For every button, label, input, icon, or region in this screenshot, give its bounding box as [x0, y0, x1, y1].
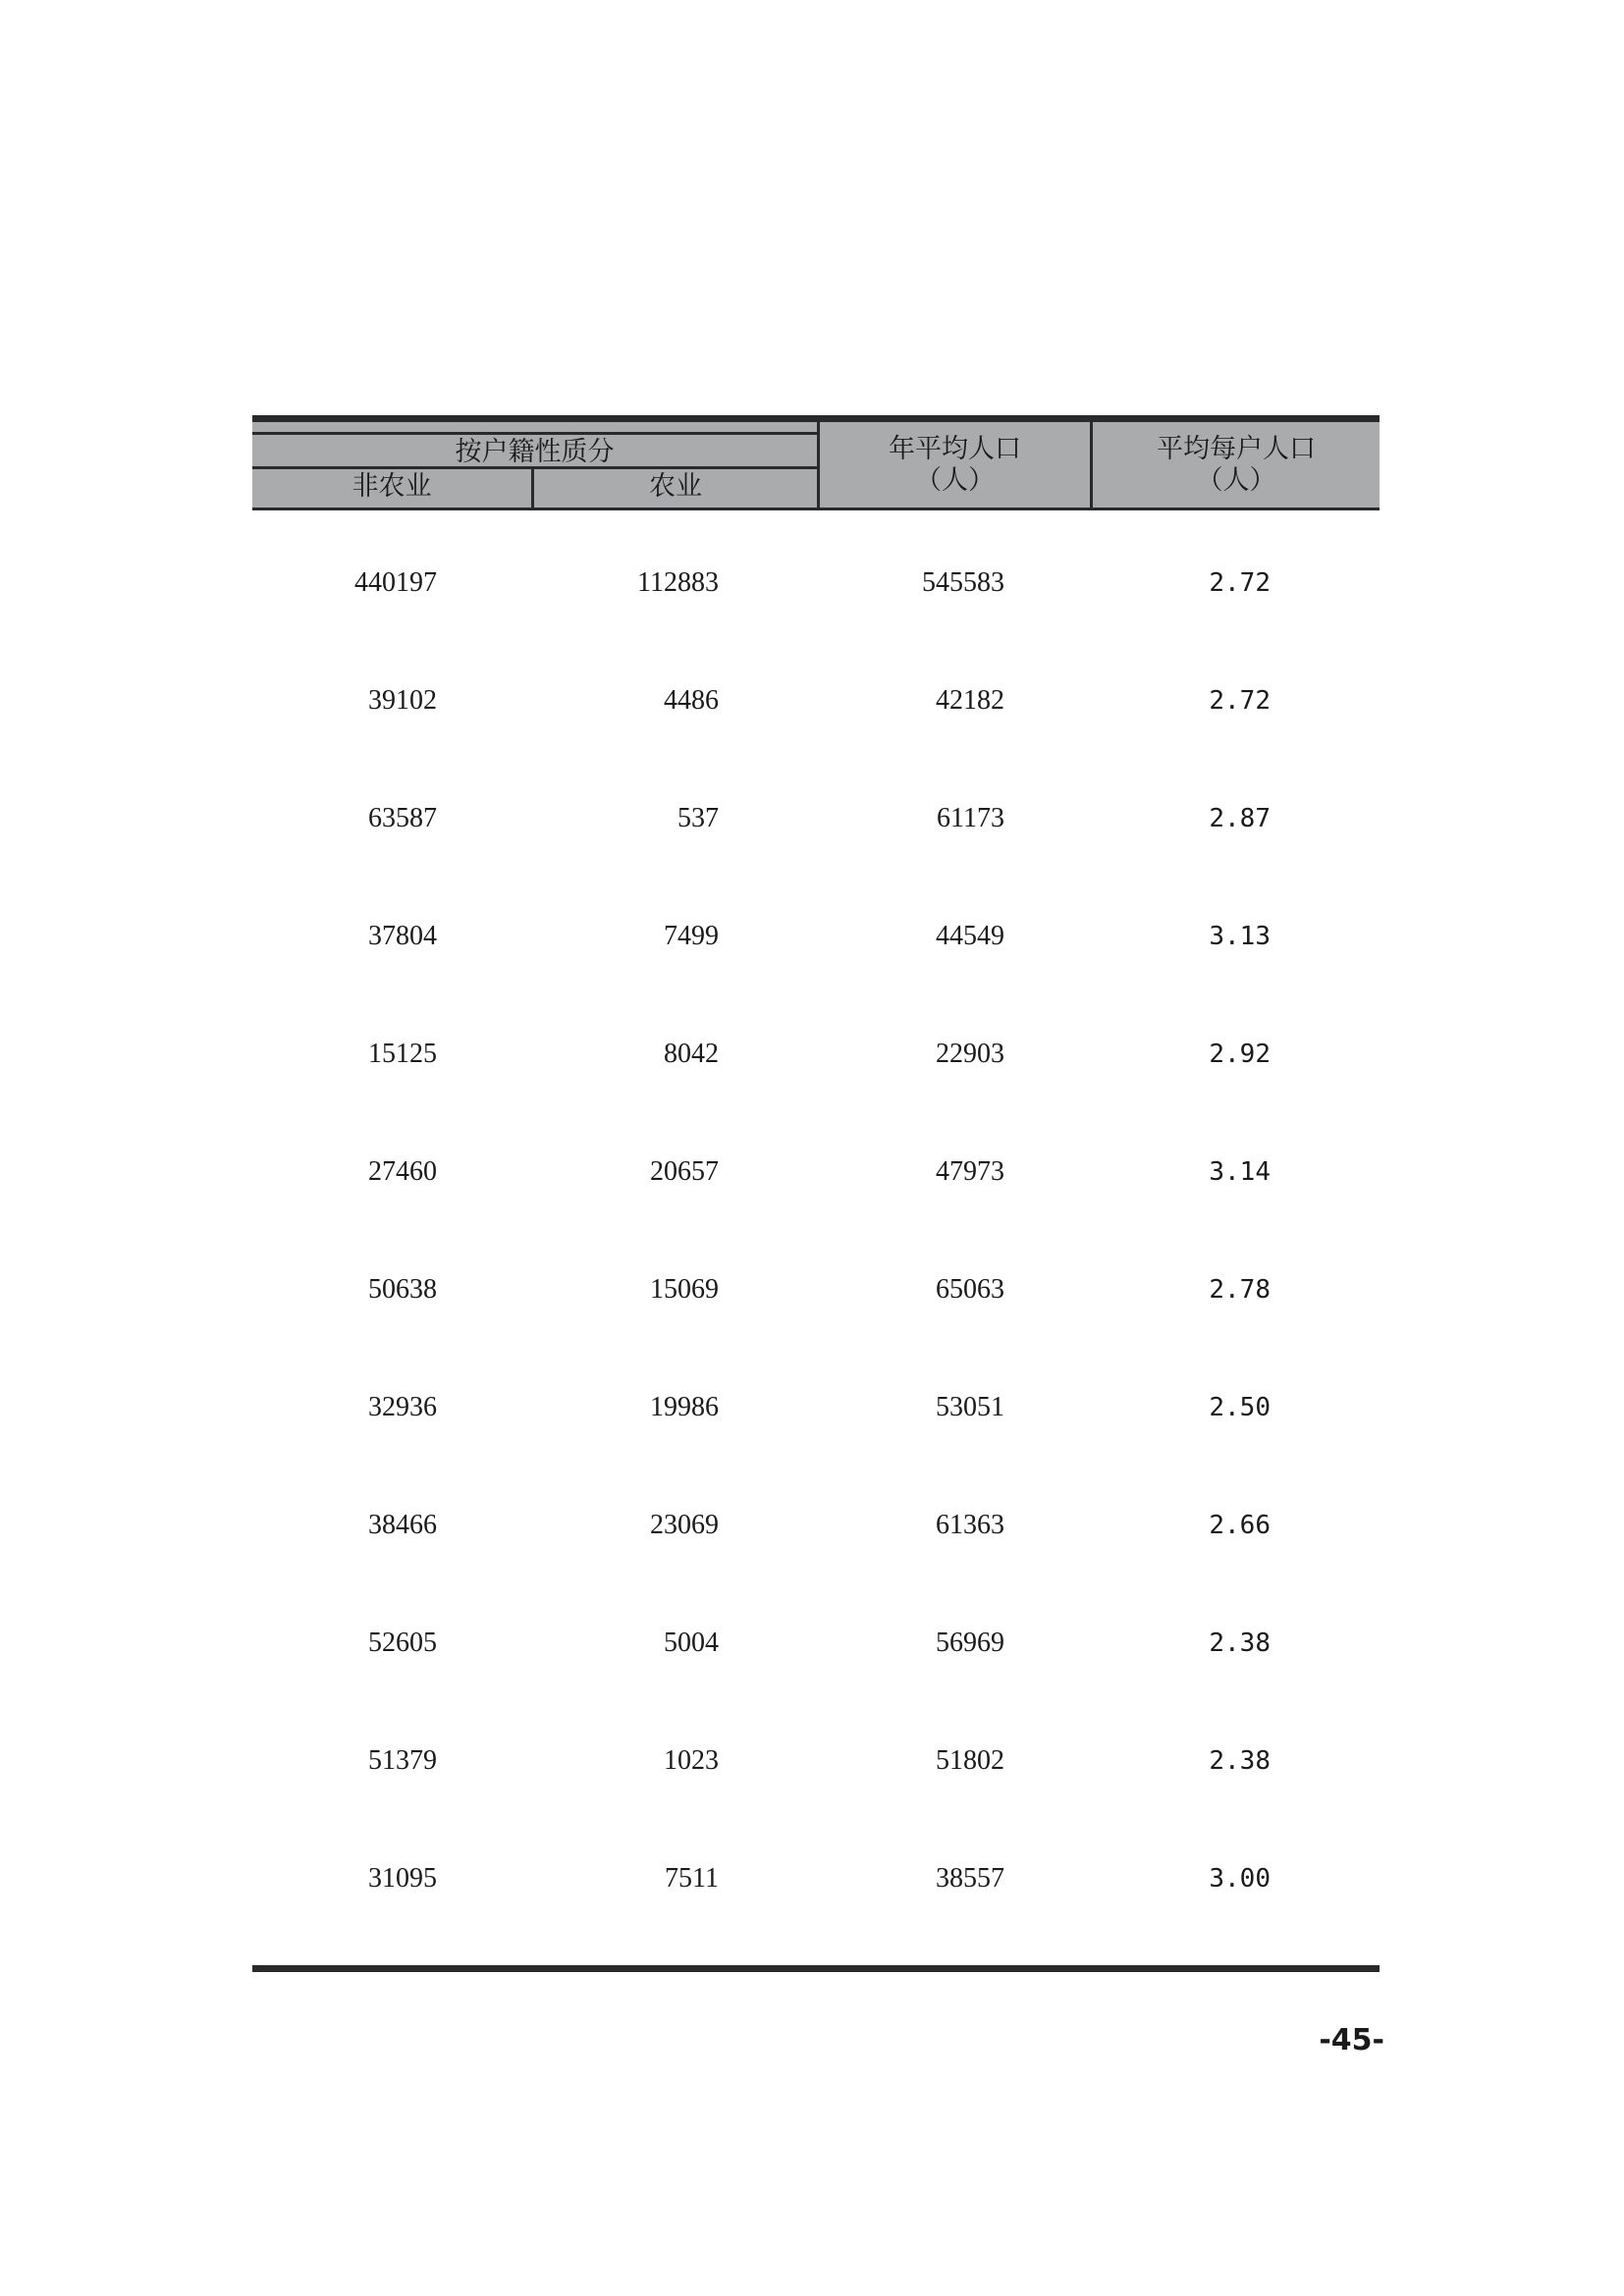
cell-average-population: 61363 — [936, 1510, 1004, 1540]
cell-nonagricultural: 32936 — [368, 1392, 437, 1422]
cell-agricultural: 8042 — [664, 1039, 719, 1069]
cell-average-population: 56969 — [936, 1628, 1004, 1658]
cell-agricultural: 537 — [677, 803, 719, 833]
cell-agricultural: 5004 — [664, 1628, 719, 1658]
cell-average-population: 42182 — [936, 685, 1004, 716]
table-row — [252, 1741, 1380, 1781]
table-row — [252, 1859, 1380, 1898]
table-row — [252, 799, 1380, 838]
table-row — [252, 1035, 1380, 1074]
cell-nonagricultural: 31095 — [368, 1863, 437, 1894]
cell-agricultural: 7511 — [665, 1863, 719, 1894]
cell-agricultural: 23069 — [650, 1510, 719, 1540]
cell-per-household: 3.00 — [1209, 1864, 1271, 1894]
table-row — [252, 1388, 1380, 1427]
cell-nonagricultural: 63587 — [368, 803, 437, 833]
header-per-household-unit: （人） — [1196, 465, 1276, 496]
cell-per-household: 3.14 — [1209, 1157, 1271, 1187]
table-row — [252, 681, 1380, 721]
cell-average-population: 47973 — [936, 1156, 1004, 1187]
cell-nonagricultural: 440197 — [354, 567, 437, 598]
cell-average-population: 545583 — [922, 567, 1004, 598]
cell-per-household: 2.72 — [1209, 686, 1271, 716]
cell-nonagricultural: 38466 — [368, 1510, 437, 1540]
cell-nonagricultural: 27460 — [368, 1156, 437, 1187]
cell-average-population: 44549 — [936, 921, 1004, 951]
header-average-population-label: 年平均人口 — [889, 434, 1021, 464]
cell-nonagricultural: 52605 — [368, 1628, 437, 1658]
header-average-population — [820, 434, 1090, 503]
table-row — [252, 1624, 1380, 1663]
header-agricultural: 农业 — [649, 471, 702, 502]
cell-per-household: 2.38 — [1209, 1629, 1271, 1658]
header-nonagricultural: 非农业 — [252, 469, 534, 507]
cell-per-household: 2.50 — [1209, 1393, 1271, 1422]
table-header — [252, 422, 1380, 510]
cell-per-household: 2.87 — [1209, 804, 1271, 833]
cell-per-household: 2.92 — [1209, 1040, 1271, 1069]
cell-agricultural: 19986 — [650, 1392, 719, 1422]
cell-average-population: 38557 — [936, 1863, 1004, 1894]
cell-average-population: 22903 — [936, 1039, 1004, 1069]
cell-agricultural: 20657 — [650, 1156, 719, 1187]
cell-average-population: 65063 — [936, 1274, 1004, 1305]
cell-agricultural: 4486 — [664, 685, 719, 716]
cell-agricultural: 7499 — [664, 921, 719, 951]
cell-agricultural: 112883 — [637, 567, 719, 598]
page-number: -45- — [1319, 2023, 1384, 2057]
table-row — [252, 563, 1380, 603]
table-row — [252, 1506, 1380, 1545]
cell-agricultural: 15069 — [650, 1274, 719, 1305]
table-bottom-rule — [252, 1965, 1380, 1972]
cell-nonagricultural: 51379 — [368, 1745, 437, 1776]
header-average-population-unit: （人） — [915, 465, 995, 496]
cell-nonagricultural: 37804 — [368, 921, 437, 951]
cell-average-population: 61173 — [937, 803, 1004, 833]
header-per-household — [1093, 434, 1380, 503]
cell-average-population: 51802 — [936, 1745, 1004, 1776]
table-row — [252, 1152, 1380, 1192]
table-row — [252, 1270, 1380, 1309]
header-group-by-registration: 按户籍性质分 — [252, 432, 817, 469]
cell-per-household: 3.13 — [1209, 922, 1271, 951]
cell-per-household: 2.78 — [1209, 1275, 1271, 1305]
cell-average-population: 53051 — [936, 1392, 1004, 1422]
cell-nonagricultural: 15125 — [368, 1039, 437, 1069]
cell-per-household: 2.66 — [1209, 1511, 1271, 1540]
cell-nonagricultural: 50638 — [368, 1274, 437, 1305]
cell-per-household: 2.38 — [1209, 1746, 1271, 1776]
table-row — [252, 917, 1380, 956]
cell-agricultural: 1023 — [664, 1745, 719, 1776]
cell-per-household: 2.72 — [1209, 568, 1271, 598]
header-per-household-label: 平均每户人口 — [1157, 434, 1316, 464]
cell-nonagricultural: 39102 — [368, 685, 437, 716]
table-top-rule — [252, 415, 1380, 422]
